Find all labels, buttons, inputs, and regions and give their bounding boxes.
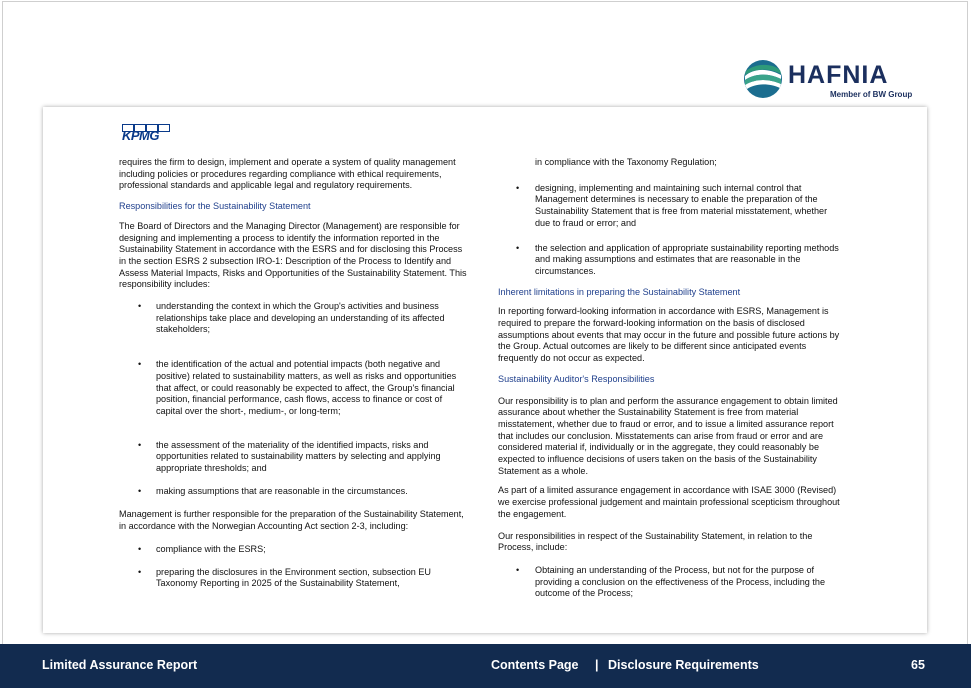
bullet-dot: •	[138, 485, 142, 496]
bullet-item	[119, 440, 469, 475]
bullet-text: Obtaining an understanding of the Process, but not for the purpose of providing a conclusion on the effectiveness of the Process, including the outcome of the Process;	[535, 564, 826, 599]
bullet-dot: •	[138, 543, 142, 554]
paragraph: In reporting forward-looking information in accordance with ESRS, Management is required to prepare the forward-looking information on the basis of disclosed assumptions about events that may occur in the future and possible future actions by the Group. Actual outcomes are likely to be different since anticipated events frequently do not occur as expected.	[498, 306, 840, 364]
bullet-item	[498, 565, 843, 600]
bullet-item	[119, 301, 469, 336]
bullet-text: making assumptions that are reasonable in the circumstances.	[156, 485, 408, 496]
report-page	[43, 107, 927, 633]
paragraph: Our responsibilities in respect of the Sustainability Statement, in relation to the Process, include:	[498, 530, 813, 553]
section-heading: Responsibilities for the Sustainability Statement	[119, 201, 311, 212]
bullet-text: designing, implementing and maintaining such internal control that Management determines is necessary to enable the preparation of the Sustainability Statement that is free from material misstatement, whether due to fraud or error; and	[535, 182, 828, 228]
bullet-dot: •	[138, 439, 142, 450]
left-column	[119, 157, 469, 590]
bullet-dot: •	[516, 564, 520, 575]
bullet-item	[119, 486, 469, 498]
report-title: Limited Assurance Report	[42, 658, 198, 672]
bullet-text: the selection and application of appropriate sustainability reporting methods and making assumptions and estimates that are reasonable in the circumstances.	[535, 242, 839, 276]
bullet-text: understanding the context in which the Group's activities and business relationships take place and developing an understanding of its affected stakeholders;	[156, 301, 445, 335]
paragraph: Management is further responsible for the preparation of the Sustainability Statement, in accordance with the Norwegian Accounting Act section 2-3, including:	[119, 509, 464, 532]
bullet-dot: •	[138, 359, 142, 370]
bullet-text: the assessment of the materiality of the identified impacts, risks and opportunities related to sustainability matters by selecting and applying appropriate thresholds; and	[156, 439, 441, 474]
bullet-continuation: in compliance with the Taxonomy Regulation;	[535, 157, 717, 167]
bullet-text: preparing the disclosures in the Environment section, subsection EU Taxonomy Reporting in 2025 of the Sustainability Statement,	[156, 566, 431, 589]
bullet-dot: •	[138, 566, 142, 577]
bullet-item	[119, 567, 469, 590]
section-heading: Inherent limitations in preparing the Sustainability Statement	[498, 286, 741, 297]
hafnia-wordmark: HAFNIA	[788, 61, 889, 89]
hafnia-logo	[742, 58, 927, 102]
disclosure-requirements-link[interactable]: Disclosure Requirements	[608, 658, 759, 672]
paragraph: requires the firm to design, implement and operate a system of quality management including policies or procedures regarding compliance with ethical requirements, professional standards and applicable legal and regulatory requirements.	[119, 157, 456, 191]
bullet-dot: •	[138, 301, 142, 312]
footer-bar	[0, 644, 971, 688]
right-column	[498, 157, 843, 600]
contents-page-link[interactable]: Contents Page	[491, 658, 579, 672]
paragraph: The Board of Directors and the Managing Director (Management) are responsible for designing and implementing a process to identify the information reported in the Sustainability Statement in accordance with the ESRS and for disclosing this Process in the section ESRS 2 subsection IRO-1: Description of the Process to Identify and Assess Material Impacts, Risks and Opportunities of the Sustainability Statement. This responsibility includes:	[119, 220, 467, 290]
hafnia-globe-icon	[742, 58, 784, 100]
hafnia-tagline: Member of BW Group	[830, 90, 913, 99]
bullet-item	[119, 544, 469, 556]
section-heading: Sustainability Auditor's Responsibilities	[498, 373, 655, 384]
paragraph: Our responsibility is to plan and perform the assurance engagement to obtain limited assurance about whether the Sustainability Statement is free from material misstatement, whether due to fraud or error, and to issue a limited assurance report that includes our conclusion. Misstatements can arise from fraud or error and are considered material if, individually or in the aggregate, they could reasonably be expected to influence decisions of users taken on the basis of the Sustainability Statement as a whole.	[498, 395, 838, 476]
bullet-item	[119, 359, 469, 418]
kpmg-wordmark: KPMG	[122, 128, 159, 143]
paragraph: As part of a limited assurance engagement in accordance with ISAE 3000 (Revised) we exercise professional judgement and maintain professional scepticism throughout the engagement.	[498, 485, 840, 519]
page-number: 65	[911, 658, 925, 672]
bullet-text: compliance with the ESRS;	[156, 543, 266, 554]
bullet-text: the identification of the actual and potential impacts (both negative and positive) related to sustainability matters, as well as risks and opportunities that affect, or could reasonably be expected to affect, the Group's financial position, financial performance, cash flows, access to finance or cost of capital over the short-, medium-, or long-term;	[156, 359, 457, 416]
bullet-item	[498, 183, 843, 230]
kpmg-logo	[122, 124, 168, 141]
bullet-dot: •	[516, 182, 520, 193]
footer-separator: |	[595, 658, 599, 672]
kpmg-box-4	[158, 124, 170, 132]
bullet-dot: •	[516, 242, 520, 253]
bullet-item	[498, 243, 843, 278]
